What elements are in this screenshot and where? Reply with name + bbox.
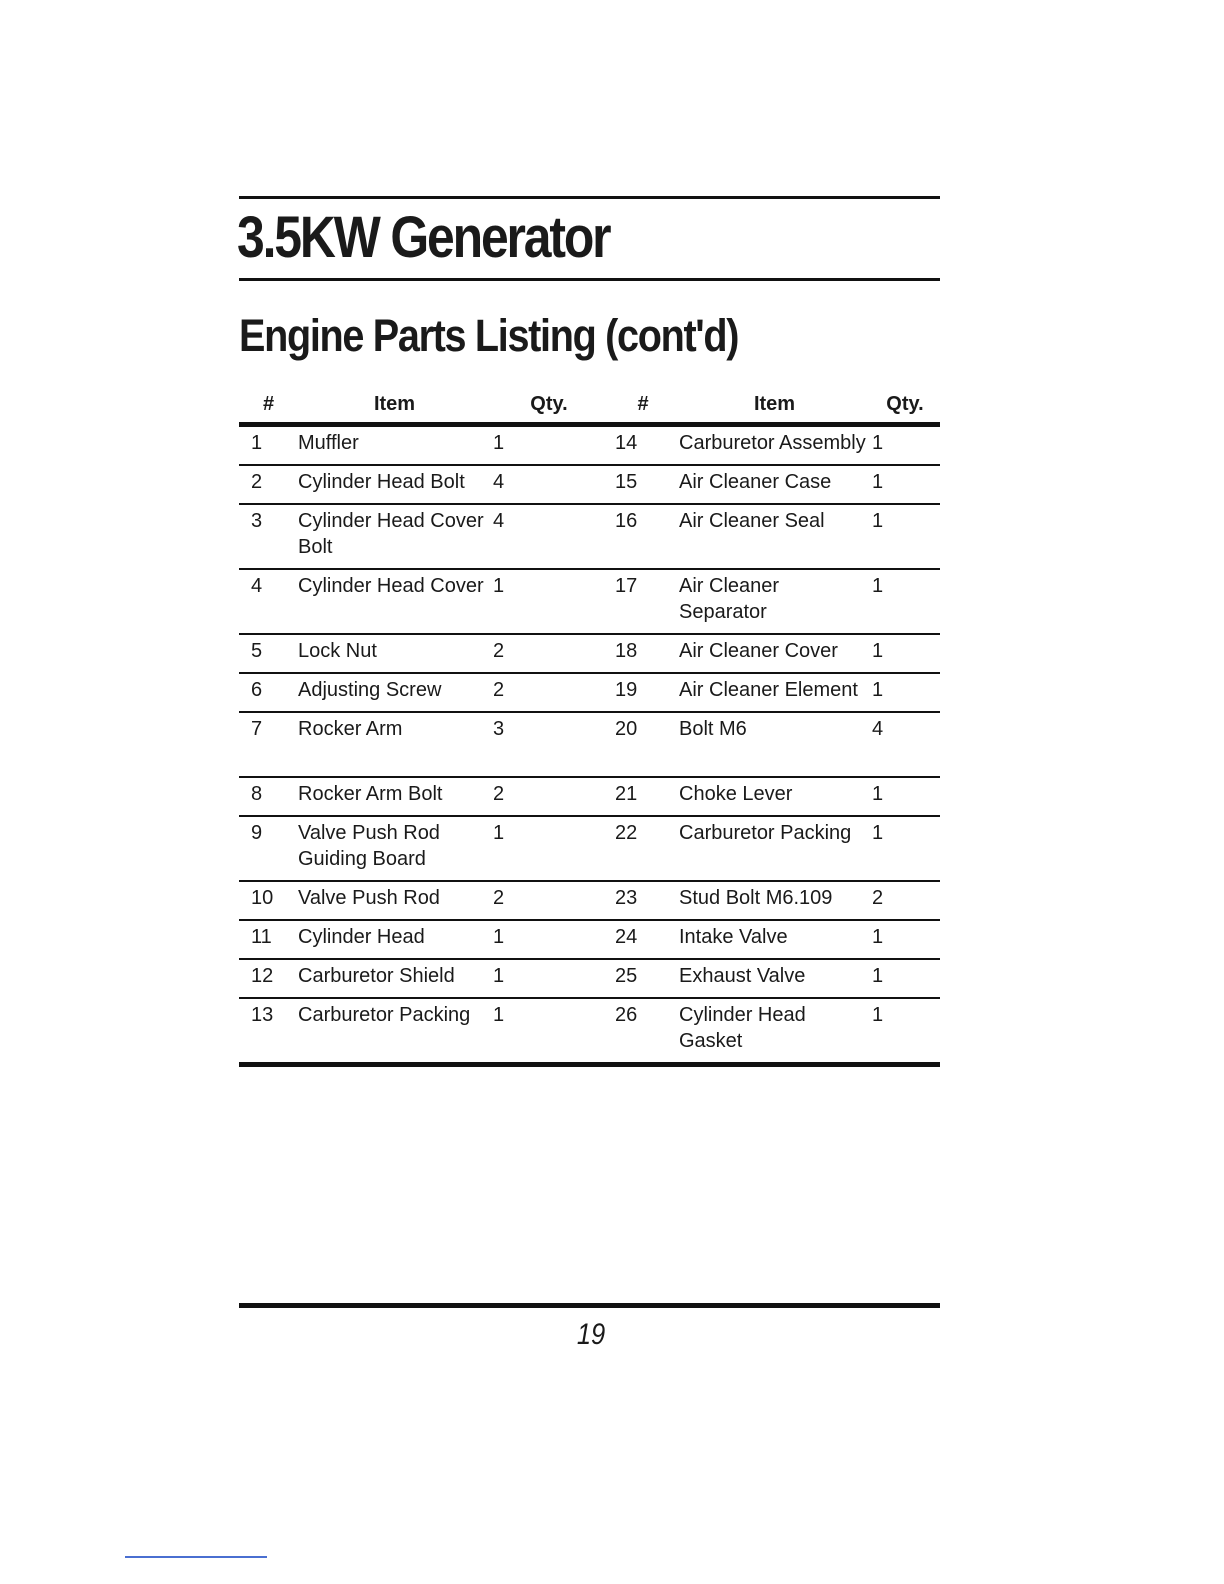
table-row [239, 920, 940, 959]
part-number-left: 2 [239, 465, 298, 504]
part-name-left: Valve Push Rod Guiding Board [298, 816, 491, 881]
table-row [239, 569, 940, 634]
part-number-right: 21 [607, 777, 679, 816]
part-name-left: Carburetor Packing [298, 998, 491, 1065]
part-qty-right: 1 [870, 959, 940, 998]
part-qty-left: 2 [491, 777, 607, 816]
part-number-right: 22 [607, 816, 679, 881]
parts-table-body [239, 425, 940, 1065]
part-name-right: Air Cleaner Element [679, 673, 870, 712]
part-name-left: Adjusting Screw [298, 673, 491, 712]
table-row [239, 998, 940, 1065]
part-name-left: Lock Nut [298, 634, 491, 673]
part-qty-left: 1 [491, 569, 607, 634]
part-qty-left: 1 [491, 816, 607, 881]
part-number-left: 10 [239, 881, 298, 920]
table-row [239, 881, 940, 920]
footer-rule [239, 1303, 940, 1308]
part-name-left: Cylinder Head Bolt [298, 465, 491, 504]
table-row [239, 673, 940, 712]
part-name-right: Choke Lever [679, 777, 870, 816]
part-qty-right: 1 [870, 673, 940, 712]
part-name-right: Cylinder Head Gasket [679, 998, 870, 1065]
part-qty-left: 1 [491, 425, 607, 466]
part-number-left: 3 [239, 504, 298, 569]
part-qty-right: 1 [870, 816, 940, 881]
part-qty-left: 4 [491, 465, 607, 504]
part-number-left: 13 [239, 998, 298, 1065]
part-name-left: Cylinder Head Cover Bolt [298, 504, 491, 569]
table-row [239, 504, 940, 569]
part-number-left: 8 [239, 777, 298, 816]
table-row [239, 816, 940, 881]
part-number-right: 19 [607, 673, 679, 712]
part-number-left: 1 [239, 425, 298, 466]
header-qty-right: Qty. [870, 386, 940, 425]
part-qty-right: 2 [870, 881, 940, 920]
part-name-right: Exhaust Valve [679, 959, 870, 998]
part-name-left: Rocker Arm Bolt [298, 777, 491, 816]
part-name-right: Air Cleaner Case [679, 465, 870, 504]
header-number-right: # [607, 386, 679, 425]
table-row [239, 959, 940, 998]
part-name-right: Bolt M6 [679, 712, 870, 777]
part-qty-left: 1 [491, 959, 607, 998]
part-name-left: Muffler [298, 425, 491, 466]
part-qty-left: 2 [491, 673, 607, 712]
part-qty-right: 1 [870, 920, 940, 959]
part-name-right: Intake Valve [679, 920, 870, 959]
table-row [239, 634, 940, 673]
part-name-right: Air Cleaner Seal [679, 504, 870, 569]
part-qty-left: 3 [491, 712, 607, 777]
part-qty-right: 1 [870, 777, 940, 816]
part-qty-left: 2 [491, 881, 607, 920]
part-number-left: 11 [239, 920, 298, 959]
part-number-right: 26 [607, 998, 679, 1065]
part-qty-right: 1 [870, 504, 940, 569]
part-name-right: Carburetor Packing [679, 816, 870, 881]
part-name-left: Valve Push Rod [298, 881, 491, 920]
header-qty-left: Qty. [491, 386, 607, 425]
part-name-left: Cylinder Head Cover [298, 569, 491, 634]
page-content [239, 196, 940, 1067]
table-row [239, 712, 940, 777]
part-number-left: 12 [239, 959, 298, 998]
part-name-left: Carburetor Shield [298, 959, 491, 998]
part-name-right: Air Cleaner Separator [679, 569, 870, 634]
part-number-left: 5 [239, 634, 298, 673]
parts-table-header [239, 386, 940, 425]
part-number-right: 16 [607, 504, 679, 569]
part-number-right: 20 [607, 712, 679, 777]
table-row [239, 465, 940, 504]
part-number-right: 15 [607, 465, 679, 504]
part-qty-left: 1 [491, 920, 607, 959]
table-row [239, 777, 940, 816]
header-number-left: # [239, 386, 298, 425]
document-title: 3.5KW Generator [237, 205, 610, 270]
part-number-left: 9 [239, 816, 298, 881]
part-number-right: 14 [607, 425, 679, 466]
part-qty-left: 4 [491, 504, 607, 569]
part-name-right: Carburetor Assembly [679, 425, 870, 466]
part-number-left: 6 [239, 673, 298, 712]
part-name-left: Rocker Arm [298, 712, 491, 777]
part-number-right: 24 [607, 920, 679, 959]
part-qty-right: 1 [870, 569, 940, 634]
part-qty-left: 2 [491, 634, 607, 673]
title-top-rule [239, 196, 940, 199]
part-number-right: 18 [607, 634, 679, 673]
part-qty-right: 4 [870, 712, 940, 777]
part-number-left: 4 [239, 569, 298, 634]
header-item-left: Item [298, 386, 491, 425]
part-name-right: Stud Bolt M6.109 [679, 881, 870, 920]
part-qty-right: 1 [870, 465, 940, 504]
part-name-right: Air Cleaner Cover [679, 634, 870, 673]
part-name-left: Cylinder Head [298, 920, 491, 959]
scan-edge-mark [125, 1556, 267, 1558]
parts-table [239, 386, 940, 1067]
part-qty-right: 1 [870, 634, 940, 673]
part-qty-right: 1 [870, 998, 940, 1065]
part-number-right: 25 [607, 959, 679, 998]
part-number-left: 7 [239, 712, 298, 777]
table-row [239, 425, 940, 466]
part-number-right: 23 [607, 881, 679, 920]
part-qty-right: 1 [870, 425, 940, 466]
title-bottom-rule [239, 278, 940, 281]
section-title: Engine Parts Listing (cont'd) [239, 310, 739, 361]
part-qty-left: 1 [491, 998, 607, 1065]
part-number-right: 17 [607, 569, 679, 634]
header-item-right: Item [679, 386, 870, 425]
page-number: 19 [576, 1318, 606, 1351]
